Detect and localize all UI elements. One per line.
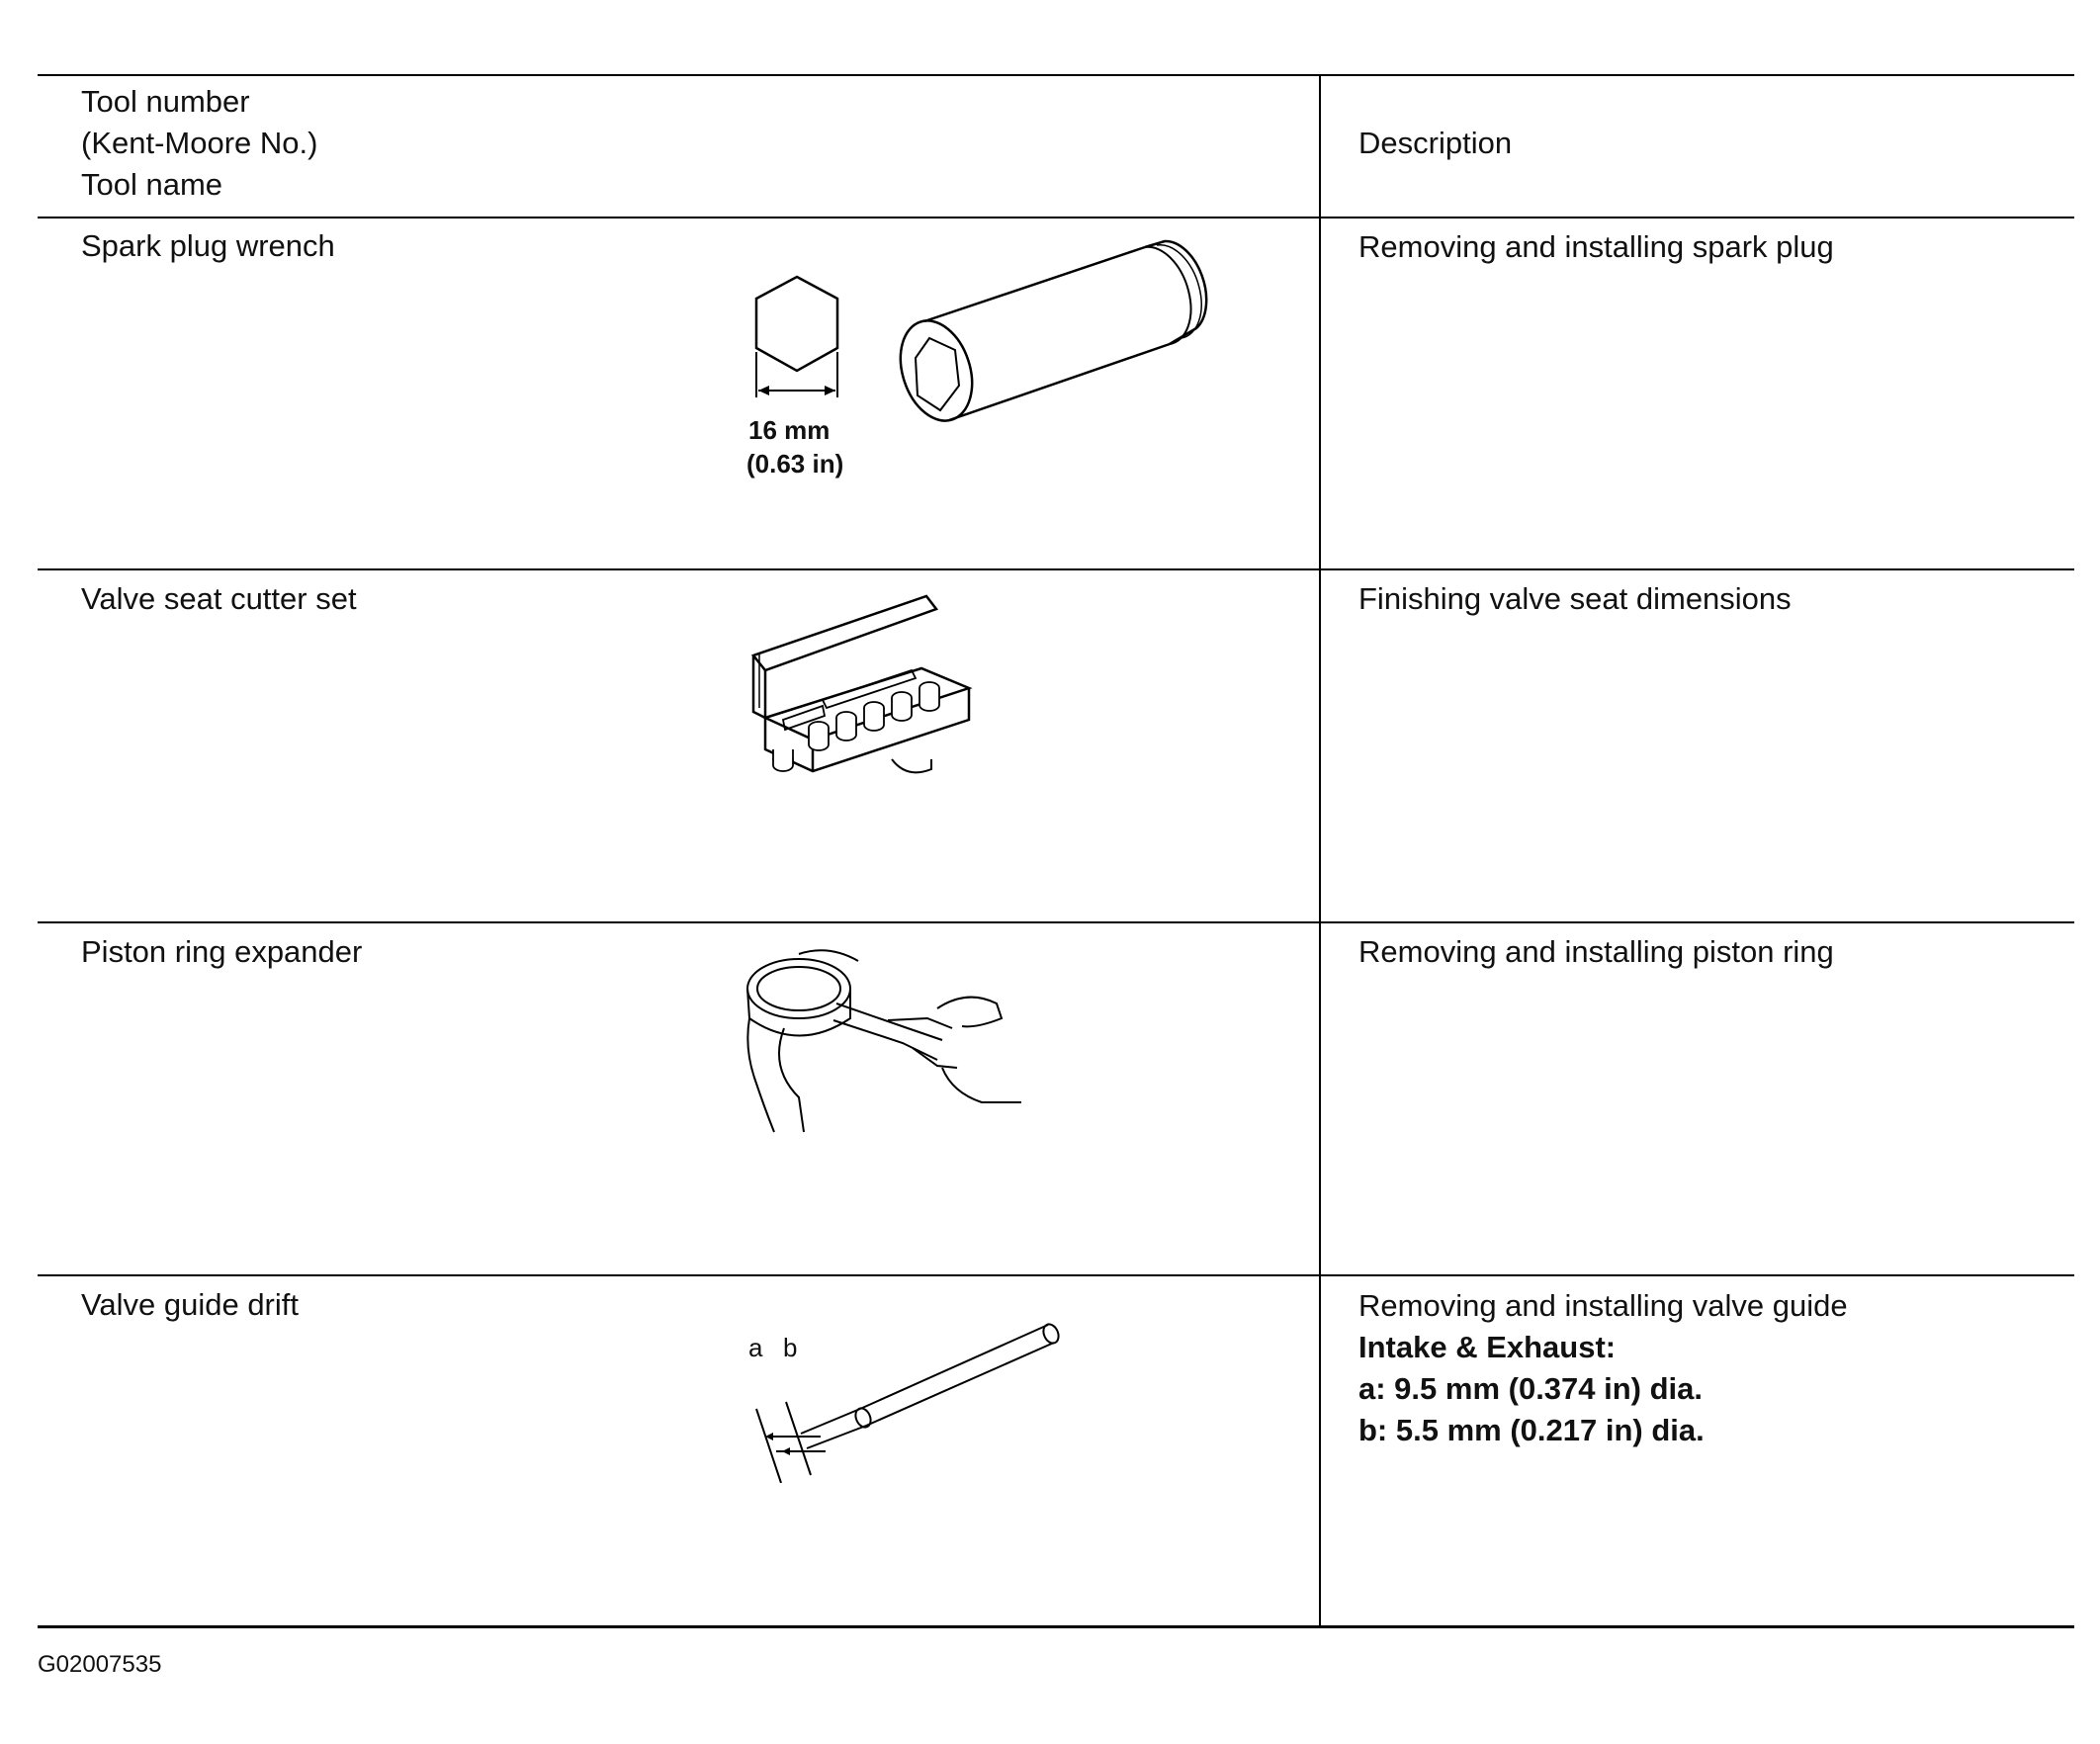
header-tool-number: Tool number [81, 84, 250, 119]
figure-code: G02007535 [38, 1651, 162, 1678]
dimension-label-b: b [783, 1333, 798, 1362]
spec-heading: Intake & Exhaust: [1358, 1330, 1617, 1364]
piston-ring-expander-illustration [740, 949, 1036, 1137]
description-valve-seat-cutter-set: Finishing valve seat dimensions [1358, 581, 1792, 616]
description-spark-plug-wrench: Removing and installing spark plug [1358, 229, 1834, 264]
header-tool-name: Tool name [81, 167, 223, 202]
dimension-label-in: (0.63 in) [746, 449, 844, 479]
header-kent-moore: (Kent-Moore No.) [81, 126, 318, 160]
spec-line-b: b: 5.5 mm (0.217 in) dia. [1358, 1413, 1705, 1447]
dimension-label-mm: 16 mm [748, 415, 831, 445]
valve-guide-drift-illustration [751, 1295, 1068, 1483]
row-divider-1 [38, 568, 2074, 570]
dimension-label-a: a [748, 1333, 763, 1362]
row-divider-3 [38, 1274, 2074, 1276]
hex-socket-shape [756, 277, 837, 371]
description-valve-guide-drift: Removing and installing valve guide [1358, 1288, 1848, 1323]
column-divider [1319, 75, 1321, 1626]
tool-name-valve-guide-drift: Valve guide drift [81, 1287, 299, 1322]
header-description: Description [1358, 126, 1513, 160]
table-top-border [38, 74, 2074, 76]
tool-name-valve-seat-cutter-set: Valve seat cutter set [81, 581, 357, 616]
table-bottom-border [38, 1625, 2074, 1628]
row-divider-2 [38, 921, 2074, 923]
spec-line-a: a: 9.5 mm (0.374 in) dia. [1358, 1371, 1704, 1406]
valve-seat-cutter-set-illustration [744, 591, 981, 799]
description-piston-ring-expander: Removing and installing piston ring [1358, 934, 1834, 969]
tool-name-spark-plug-wrench: Spark plug wrench [81, 228, 335, 263]
tool-name-piston-ring-expander: Piston ring expander [81, 934, 363, 969]
header-divider [38, 217, 2074, 218]
